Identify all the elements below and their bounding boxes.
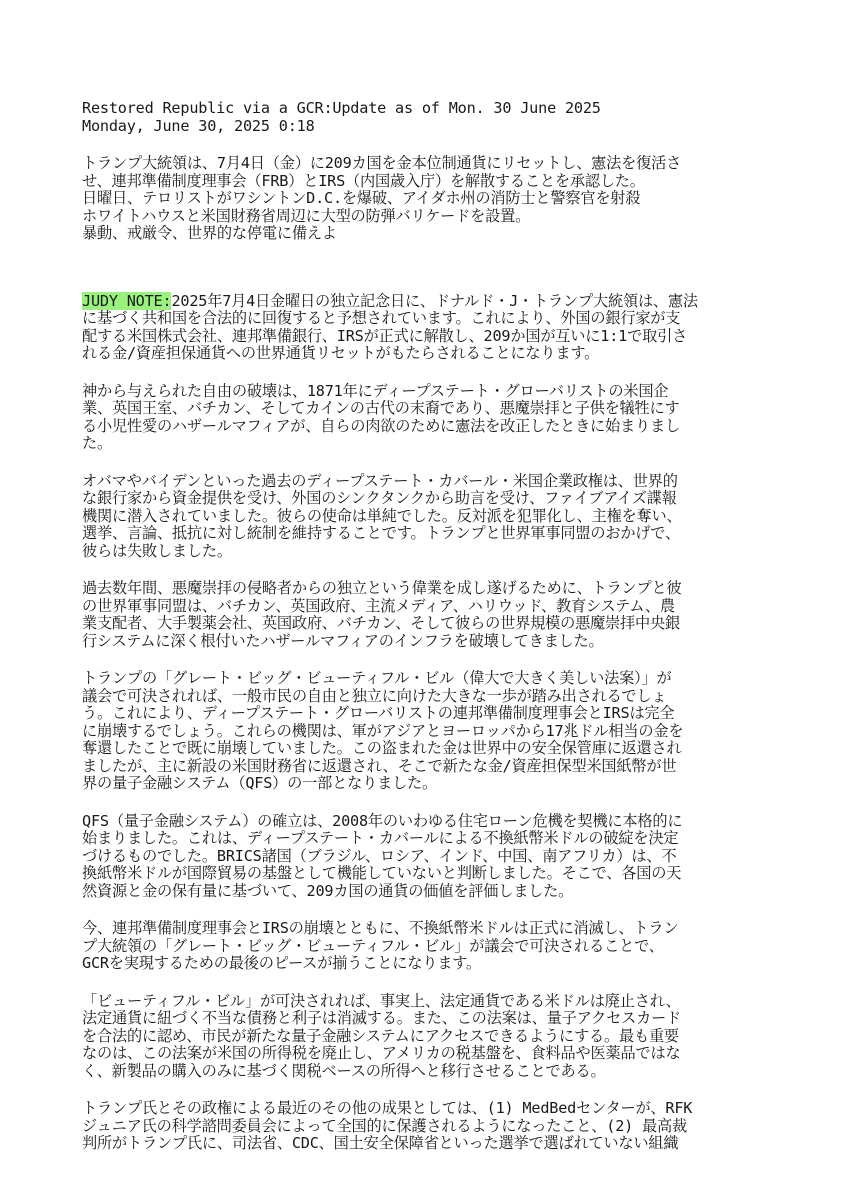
lead-line: ホワイトハウスと米国財務省周辺に大型の防弾バリケードを設置。 xyxy=(82,206,531,225)
judy-note-label: JUDY NOTE: xyxy=(82,291,172,310)
paragraph-line: 彼らは失敗しました。 xyxy=(82,541,232,560)
paragraph-military-alliance xyxy=(82,580,772,650)
judy-note-paragraph xyxy=(82,293,772,363)
lead-line: 日曜日、テロリストがワシントンD.C.を爆破、アイダホ州の消防士と警察官を射殺 xyxy=(82,189,641,207)
paragraph-line: GCRを実現するための最後のピースが揃うことになります。 xyxy=(82,954,481,972)
paragraph-line: 然資源と金の保有量に基づいて、209カ国の通貨の価値を評価しました。 xyxy=(82,881,574,900)
paragraph-line: 機関に潜入されていました。彼らの使命は単純でした。反対派を犯罪化し、主権を奪い、 xyxy=(82,506,682,525)
document-header xyxy=(82,100,772,135)
paragraph-line: の世界軍事同盟は、バチカン、英国政府、主流メディア、ハリウッド、教育システム、農 xyxy=(82,596,675,615)
paragraph-line: く、新製品の購入のみに基づく関税ベースの所得へと移行させることである。 xyxy=(82,1061,606,1080)
paragraph-line: 議会で可決されれば、一般市民の自由と独立に向けた大きな一歩が踏み出されるでしょ xyxy=(82,686,667,705)
paragraph-line: ジュニア氏の科学諮問委員会によって全国的に保護されるようになったこと、(2) 最高裁 xyxy=(82,1116,687,1135)
paragraph-line: トランプ氏とその政権による最近のその他の成果としては、(1) MedBedセンターが、RFK xyxy=(82,1099,693,1117)
paragraph-line: 今、連邦準備制度理事会とIRSの崩壊とともに、不換紙幣米ドルは正式に消滅し、トラン xyxy=(82,919,679,937)
paragraph-line: う。これにより、ディープステート・グローバリストの連邦準備制度理事会とIRSは完全 xyxy=(82,704,675,722)
lead-line: 暴動、戒厳令、世界的な停電に備えよ xyxy=(82,224,337,242)
paragraph-line: を合法的に認め、市民が新たな量子金融システムにアクセスできるようにする。最も重要 xyxy=(82,1026,679,1045)
paragraph-line: 業支配者、大手製薬会社、英国政府、バチカン、そして彼らの世界規模の悪魔崇拝中央銀 xyxy=(82,614,680,632)
paragraph-line: 「ビューティフル・ビル」が可決されれば、事実上、法定通貨である米ドルは廃止され、 xyxy=(82,991,681,1010)
paragraph-qfs xyxy=(82,813,772,901)
paragraph-line: 始まりました。これは、ディープステート・カバールによる不換紙幣米ドルの破綻を決定 xyxy=(82,829,679,847)
paragraph-line: 業、英国王室、バチカン、そしてカインの古代の末裔であり、悪魔崇拝と子供を犠牲にす xyxy=(82,399,680,417)
paragraph-line: 選挙、言論、抵抗に対し統制を維持することです。トランプと世界軍事同盟のおかげで、 xyxy=(82,524,680,542)
judy-note-line: 配する米国株式会社、連邦準備銀行、IRSが正式に解散し、209か国が互いに1:1で取引さ xyxy=(82,326,688,345)
paragraph-beautiful-bill xyxy=(82,993,772,1081)
lead-line: せ、連邦準備制度理事会（FRB）とIRS（内国歳入庁）を解散することを承認した。 xyxy=(82,171,645,190)
paragraph-line: る小児性愛のハザールマフィアが、自らの肉欲のために憲法を改正したときに始まりまし xyxy=(82,416,680,435)
paragraph-line: 奪還したことで既に崩壊していました。この盗まれた金は世界中の安全保管庫に返還され xyxy=(82,739,682,757)
paragraph-line: トランプの「グレート・ビッグ・ビューティフル・ビル（偉大で大きく美しい法案）」が xyxy=(82,669,672,687)
paragraph-line: ましたが、主に新設の米国財務省に返還され、そこで新たな金/資産担保型米国紙幣が世 xyxy=(82,756,677,775)
paragraph-line: 界の量子金融システム（QFS）の一部となりました。 xyxy=(82,774,438,792)
paragraph-line: 判所がトランプ氏に、司法省、CDC、国土安全保障省といった選挙で選ばれていない組織 xyxy=(82,1134,679,1152)
paragraph-line: 法定通貨に紐づく不当な債務と利子は消滅する。また、この法案は、量子アクセスカード xyxy=(82,1009,682,1027)
document-page xyxy=(82,100,772,1173)
document-title: Restored Republic via a GCR:Update as of Mon. 30 June 2025 xyxy=(82,99,601,117)
judy-note-text: 2025年7月4日金曜日の独立記念日に、ドナルド・J・トランプ大統領は、憲法 xyxy=(171,291,698,310)
paragraph-line: 行システムに深く根付いたハザールマフィアのインフラを破壊してきました。 xyxy=(82,631,604,650)
paragraph-line: 神から与えられた自由の破壊は、1871年にディープステート・グローバリストの米国企 xyxy=(82,381,669,400)
lead-line: トランプ大統領は、7月4日（金）に209カ国を金本位制通貨にリセットし、憲法を復活さ xyxy=(82,154,682,172)
paragraph-past-regimes xyxy=(82,473,772,561)
paragraph-line: な銀行家から資金提供を受け、外国のシンクタンクから助言を受け、ファイブアイズ諜報 xyxy=(82,489,677,507)
paragraph-line: プ大統領の「グレート・ビッグ・ビューティフル・ビル」が議会で可決されることで、 xyxy=(82,936,664,955)
paragraph-recent-achievements xyxy=(82,1100,772,1153)
judy-note-first-line xyxy=(82,293,772,311)
judy-note-line: に基づく共和国を合法的に回復すると予想されています。これにより、外国の銀行家が支 xyxy=(82,309,681,327)
lead-paragraph xyxy=(82,155,772,243)
paragraph-line: づけるものでした。BRICS諸国（ブラジル、ロシア、インド、中国、南アフリカ）は、不 xyxy=(82,846,677,865)
paragraph-big-beautiful-bill xyxy=(82,670,772,793)
document-date: Monday, June 30, 2025 0:18 xyxy=(82,116,315,135)
paragraph-line: 換紙幣米ドルが国際貿易の基盤として機能していないと判断しました。そこで、各国の天 xyxy=(82,864,682,882)
paragraph-line: に崩壊するでしょう。これらの機関は、軍がアジアとヨーロッパから17兆ドル相当の金を xyxy=(82,721,684,740)
paragraph-line: QFS（量子金融システム）の確立は、2008年のいわゆる住宅ローン危機を契機に本格的に xyxy=(82,811,683,830)
paragraph-line: なのは、この法案が米国の所得税を廃止し、アメリカの税基盤を、食料品や医薬品ではな xyxy=(82,1044,681,1062)
paragraph-freedom-destruction xyxy=(82,383,772,453)
paragraph-line: た。 xyxy=(82,434,112,452)
paragraph-line: オバマやバイデンといった過去のディープステート・カバール・米国企業政権は、世界的 xyxy=(82,471,678,490)
paragraph-line: 過去数年間、悪魔崇拝の侵略者からの独立という偉業を成し遂げるために、トランプと彼 xyxy=(82,579,682,597)
paragraph-gcr xyxy=(82,920,772,973)
judy-note-line: れる金/資産担保通貨への世界通貨リセットがもたらされることになります。 xyxy=(82,344,600,362)
